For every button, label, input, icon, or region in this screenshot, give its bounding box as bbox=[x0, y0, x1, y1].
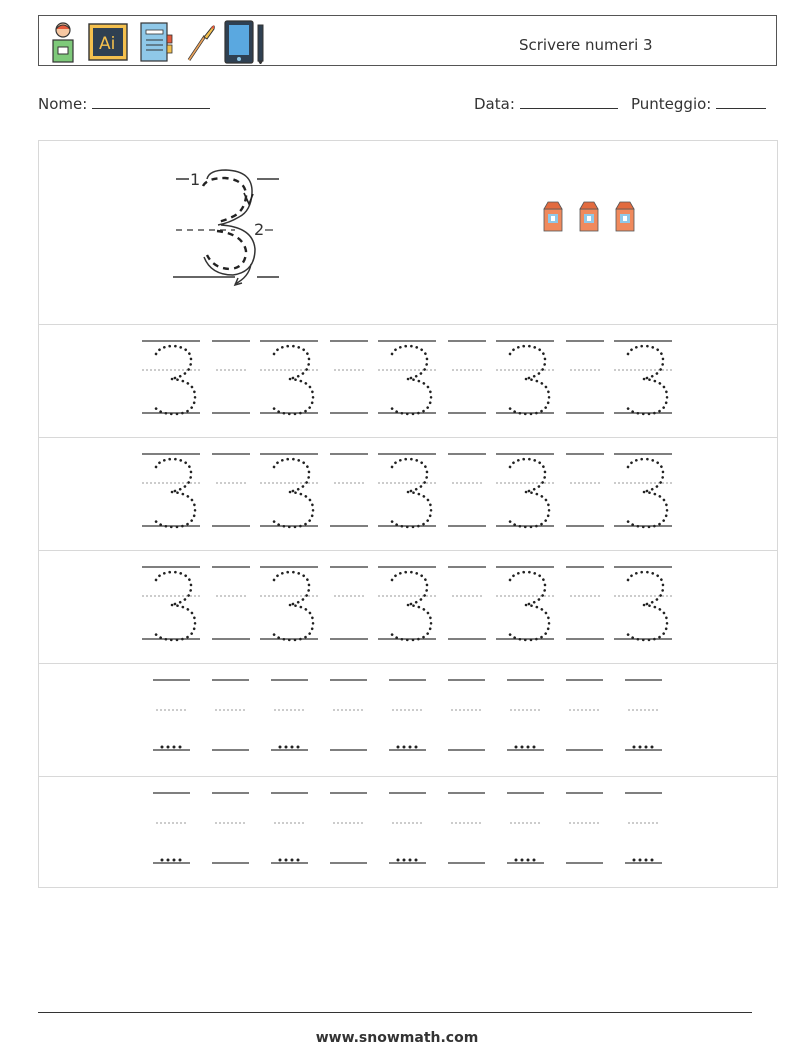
writing-slot[interactable] bbox=[566, 793, 603, 863]
score-field bbox=[631, 94, 766, 113]
start-dot bbox=[291, 859, 294, 862]
start-dot bbox=[161, 746, 164, 749]
start-dot bbox=[161, 859, 164, 862]
practice-panel bbox=[38, 140, 778, 888]
start-dot bbox=[173, 859, 176, 862]
example-digit-guide bbox=[173, 170, 279, 285]
writing-slot[interactable] bbox=[212, 793, 249, 863]
start-dot bbox=[167, 746, 170, 749]
start-dot bbox=[397, 746, 400, 749]
writing-slot[interactable] bbox=[507, 793, 544, 863]
score-label: Punteggio: bbox=[631, 95, 712, 113]
practice-canvas bbox=[39, 141, 777, 887]
blank-writing-slot[interactable] bbox=[566, 454, 604, 526]
start-dot bbox=[403, 859, 406, 862]
start-dot bbox=[651, 746, 654, 749]
start-dot bbox=[415, 746, 418, 749]
traced-digit-3 bbox=[390, 346, 431, 414]
writing-slot[interactable] bbox=[389, 793, 426, 863]
dot-row bbox=[153, 680, 662, 750]
blank-writing-slot[interactable] bbox=[566, 567, 604, 639]
name-field bbox=[38, 94, 210, 113]
traced-digit-3 bbox=[154, 459, 195, 527]
traced-digit-3 bbox=[272, 572, 313, 640]
date-blank[interactable] bbox=[520, 94, 618, 109]
start-dot bbox=[397, 859, 400, 862]
traced-row bbox=[142, 567, 672, 640]
start-dot bbox=[179, 859, 182, 862]
start-dot bbox=[633, 746, 636, 749]
writing-slot[interactable] bbox=[330, 680, 367, 750]
dot-row bbox=[153, 793, 662, 863]
blank-writing-slot[interactable] bbox=[212, 567, 250, 639]
start-dot bbox=[651, 859, 654, 862]
writing-slot[interactable] bbox=[448, 680, 485, 750]
tablet-icon bbox=[225, 21, 263, 64]
start-dot bbox=[279, 746, 282, 749]
worksheet-title: Scrivere numeri 3 bbox=[519, 36, 653, 54]
blank-writing-slot[interactable] bbox=[212, 454, 250, 526]
start-dot bbox=[167, 859, 170, 862]
paintbrush-icon bbox=[189, 25, 214, 60]
traced-digit-3 bbox=[390, 459, 431, 527]
start-dot bbox=[285, 859, 288, 862]
traced-digit-3 bbox=[390, 572, 431, 640]
start-dot bbox=[527, 746, 530, 749]
writing-slot[interactable] bbox=[625, 680, 662, 750]
traced-practice-rows bbox=[142, 341, 672, 640]
traced-row bbox=[142, 454, 672, 527]
start-dot bbox=[521, 859, 524, 862]
start-dot bbox=[645, 746, 648, 749]
start-dot bbox=[633, 859, 636, 862]
start-dot bbox=[403, 746, 406, 749]
start-dot bbox=[533, 746, 536, 749]
footer-url[interactable]: www.snowmath.com bbox=[315, 1030, 479, 1046]
traced-digit-3 bbox=[508, 459, 549, 527]
traced-digit-3 bbox=[272, 346, 313, 414]
writing-slot[interactable] bbox=[212, 680, 249, 750]
illustrator-icon bbox=[89, 24, 127, 60]
blank-writing-slot[interactable] bbox=[330, 454, 368, 526]
writing-slot[interactable] bbox=[330, 793, 367, 863]
start-dot bbox=[291, 746, 294, 749]
blank-writing-slot[interactable] bbox=[212, 341, 250, 413]
writing-slot[interactable] bbox=[271, 793, 308, 863]
blank-writing-slot[interactable] bbox=[448, 567, 486, 639]
start-dot bbox=[515, 859, 518, 862]
writing-slot[interactable] bbox=[153, 680, 190, 750]
start-dot bbox=[297, 746, 300, 749]
writing-slot[interactable] bbox=[625, 793, 662, 863]
stroke-number-2: 2 bbox=[254, 220, 265, 239]
notebook-icon bbox=[141, 23, 172, 61]
dot-practice-rows bbox=[153, 680, 662, 863]
traced-digit-3 bbox=[626, 572, 667, 640]
name-blank[interactable] bbox=[92, 94, 210, 109]
header-icons bbox=[47, 20, 287, 64]
date-label: Data: bbox=[474, 95, 515, 113]
start-dot bbox=[639, 859, 642, 862]
traced-digit-3 bbox=[272, 459, 313, 527]
start-dot bbox=[179, 746, 182, 749]
traced-row bbox=[142, 341, 672, 414]
traced-digit-3 bbox=[508, 346, 549, 414]
milk-carton-icon bbox=[544, 202, 562, 231]
milk-carton-icon bbox=[580, 202, 598, 231]
writing-slot[interactable] bbox=[448, 793, 485, 863]
blank-writing-slot[interactable] bbox=[330, 341, 368, 413]
milk-carton-icon bbox=[616, 202, 634, 231]
start-dot bbox=[297, 859, 300, 862]
start-dot bbox=[409, 746, 412, 749]
blank-writing-slot[interactable] bbox=[330, 567, 368, 639]
start-dot bbox=[639, 746, 642, 749]
start-dot bbox=[533, 859, 536, 862]
start-dot bbox=[527, 859, 530, 862]
blank-writing-slot[interactable] bbox=[448, 454, 486, 526]
start-dot bbox=[415, 859, 418, 862]
writing-slot[interactable] bbox=[271, 680, 308, 750]
stroke-number-1: 1 bbox=[190, 170, 201, 189]
traced-digit-3 bbox=[508, 572, 549, 640]
start-dot bbox=[279, 859, 282, 862]
example-carton-group bbox=[544, 202, 634, 231]
footer-rule bbox=[38, 1012, 752, 1013]
traced-digit-3 bbox=[154, 572, 195, 640]
traced-digit-3 bbox=[626, 459, 667, 527]
writing-slot[interactable] bbox=[566, 680, 603, 750]
start-dot bbox=[521, 746, 524, 749]
start-dot bbox=[285, 746, 288, 749]
blank-writing-slot[interactable] bbox=[566, 341, 604, 413]
blank-writing-slot[interactable] bbox=[448, 341, 486, 413]
date-field bbox=[474, 94, 618, 113]
svg-text:Ai: Ai bbox=[99, 34, 116, 54]
start-dot bbox=[515, 746, 518, 749]
worksheet-header bbox=[38, 15, 777, 66]
score-blank[interactable] bbox=[716, 94, 766, 109]
traced-digit-3 bbox=[154, 346, 195, 414]
name-label: Nome: bbox=[38, 95, 88, 113]
start-dot bbox=[645, 859, 648, 862]
writing-slot[interactable] bbox=[507, 680, 544, 750]
traced-digit-3 bbox=[626, 346, 667, 414]
writing-slot[interactable] bbox=[153, 793, 190, 863]
start-dot bbox=[409, 859, 412, 862]
writing-slot[interactable] bbox=[389, 680, 426, 750]
person-at-computer-icon bbox=[53, 23, 73, 62]
start-dot bbox=[173, 746, 176, 749]
